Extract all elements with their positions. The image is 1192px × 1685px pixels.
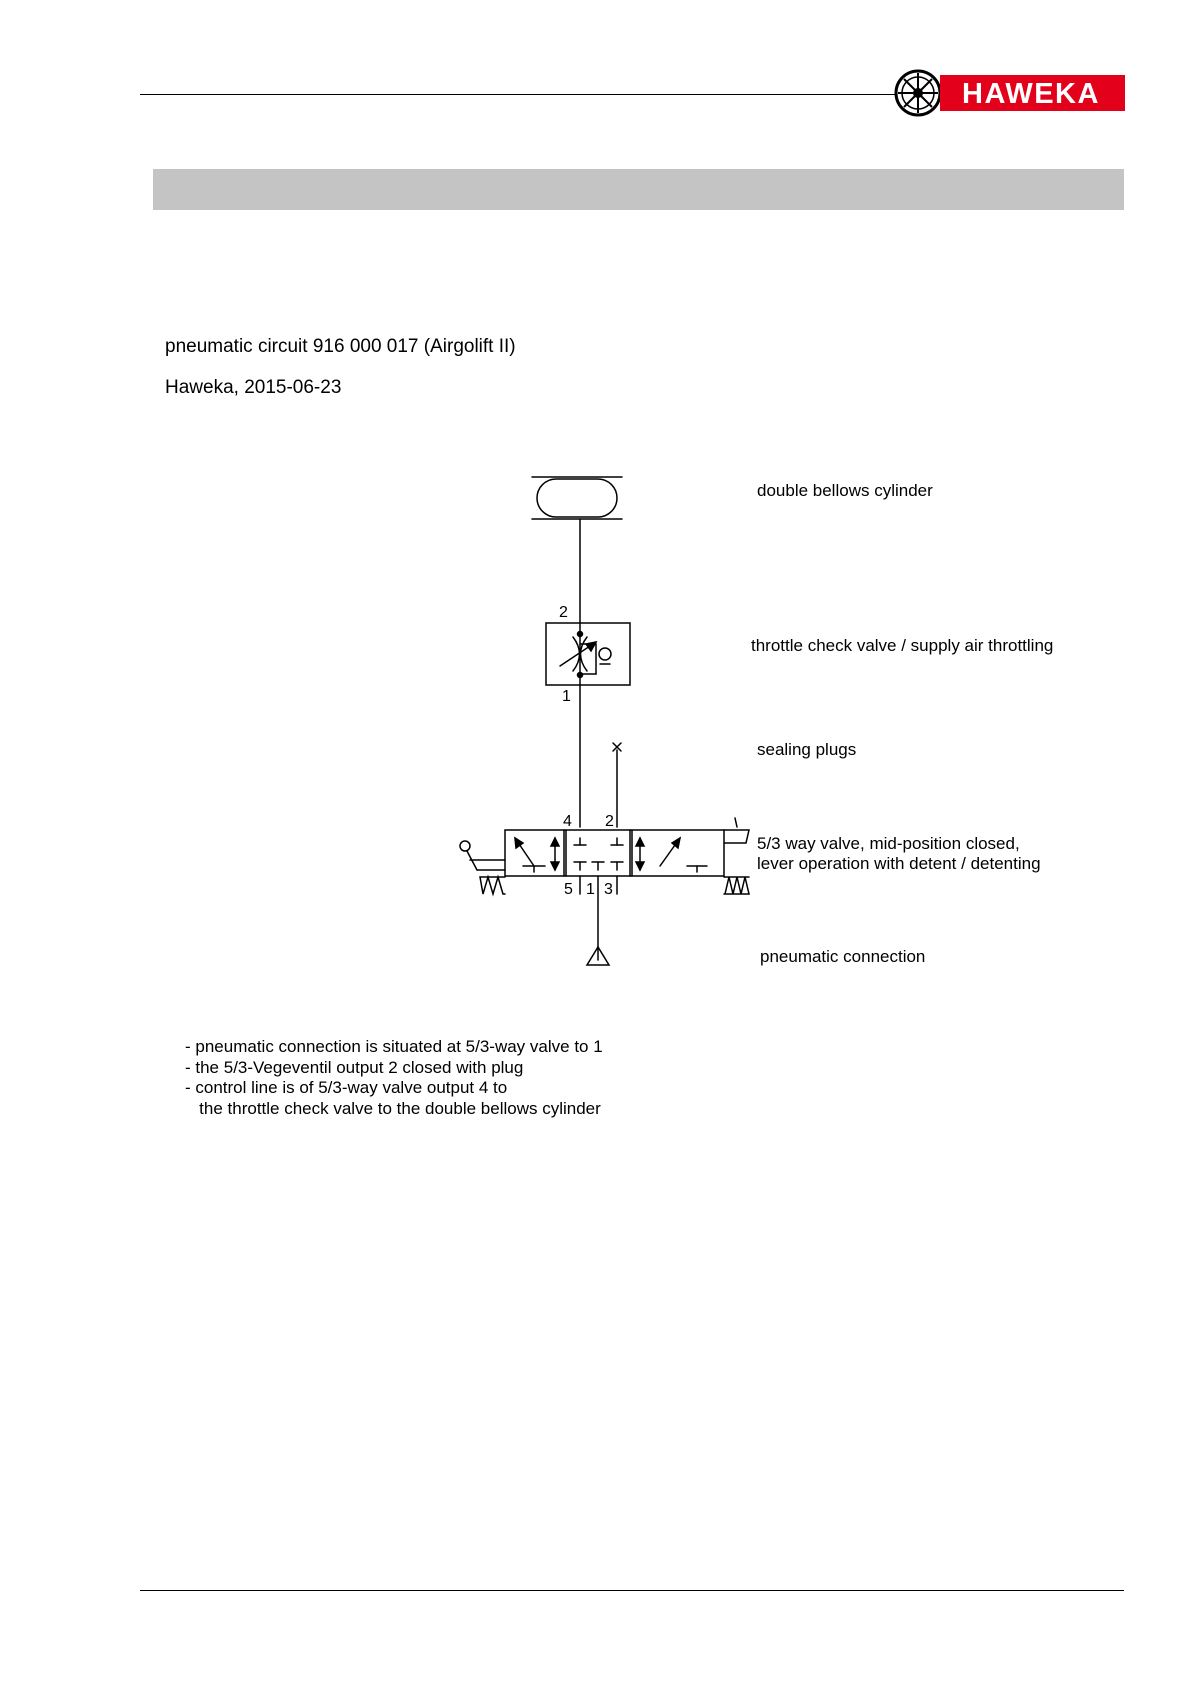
label-throttle-check-valve: throttle check valve / supply air throttling [751,636,1054,655]
throttle-check-valve [546,623,630,685]
port-label-5: 5 [564,881,573,898]
note-item: - control line is of 5/3-way valve output 4 to [185,1078,508,1097]
note-item: - pneumatic connection is situated at 5/3-way valve to 1 [185,1037,603,1056]
lever-actuator [460,841,505,894]
sealing-plug [613,743,621,827]
double-bellows-cylinder [532,477,622,519]
circuit-title: pneumatic circuit 916 000 017 (Airgolift II) [165,336,516,357]
logo-text: HAWEKA [962,78,1100,110]
port-label-1: 1 [586,881,595,898]
author-date: Haweka, 2015-06-23 [165,377,342,398]
note-item: - the 5/3-Vegeventil output 2 closed with plug [185,1057,524,1077]
detent-actuator [724,818,749,894]
port-label-throttle-2: 2 [559,604,568,621]
label-valve-line-2: lever operation with detent / detenting [757,854,1041,873]
port-label-2: 2 [605,813,614,830]
footer-rule [140,1590,1124,1591]
label-valve-line-1: 5/3 way valve, mid-position closed, [757,834,1020,853]
label-double-bellows-cylinder: double bellows cylinder [757,481,933,500]
note-item: the throttle check valve to the double bellows cylinder [185,1098,601,1118]
port-label-4: 4 [563,813,572,830]
port-label-3: 3 [604,881,613,898]
label-pneumatic-connection: pneumatic connection [760,947,926,966]
port-label-throttle-1: 1 [562,688,571,705]
label-sealing-plugs: sealing plugs [757,740,857,759]
notes-list [185,1037,603,1119]
five-three-way-valve [505,830,724,960]
